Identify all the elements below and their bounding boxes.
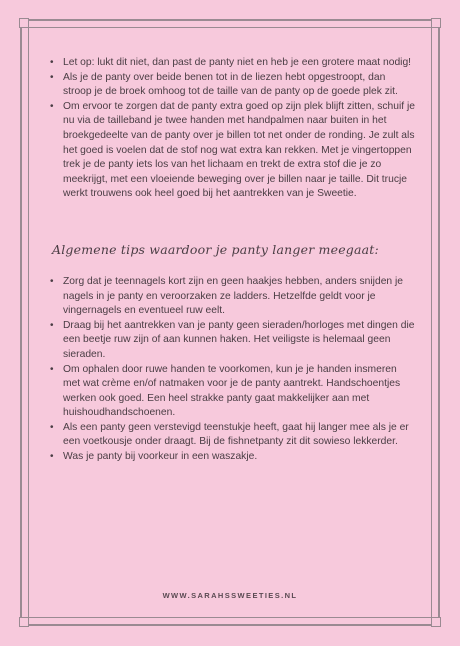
corner-ornament-top-left <box>19 18 29 28</box>
list-item: • Als een panty geen verstevigd teenstukje heeft, gaat hij langer mee als je er een voetkousje onder draagt. Bij de fishnetpanty zit dit sowieso lekkerder. <box>48 421 416 450</box>
list-item: • Let op: lukt dit niet, dan past de panty niet en heb je een grotere maat nodig! <box>48 56 416 71</box>
list-item: • Zorg dat je teennagels kort zijn en geen haakjes hebben, anders snijden je nagels in je panty en veroorzaken ze ladders. Hetzelfde geldt voor je vingernagels en eventueel ruw eelt. <box>48 275 416 319</box>
page-content <box>48 56 416 465</box>
list-item: • Om ervoor te zorgen dat de panty extra goed op zijn plek blijft zitten, schuif je nu via de tailleband je twee handen met handpalmen naar buiten in het broekgedeelte van de panty over je billen tot net onder de ronding. Je zult als het goed is voelen dat de stof nog wat extra kan rekken. Met je vingertoppen trek je de panty iets los van het lichaam en trekt de extra stof die je zo meekrijgt, met een vloeiende beweging over je billen naar je taille. Dit trucje werkt trouwens ook heel goed bij het aantrekken van je Sweetie. <box>48 100 416 202</box>
list-item: • Als je de panty over beide benen tot in de liezen hebt opgestroopt, dan stroop je de broek omhoog tot de taille van de panty op de goede plek zit. <box>48 71 416 100</box>
list-item: • Was je panty bij voorkeur in een waszakje. <box>48 450 416 465</box>
corner-ornament-bottom-left <box>19 617 29 627</box>
list-item: • Draag bij het aantrekken van je panty geen sieraden/horloges met dingen die een beetje ruw zijn of aan kunnen haken. Het veiligste is helemaal geen sieraden. <box>48 319 416 363</box>
instruction-list <box>48 56 416 202</box>
tips-list <box>48 275 416 465</box>
corner-ornament-top-right <box>431 18 441 28</box>
section-heading: Algemene tips waardoor je panty langer meegaat: <box>52 241 379 257</box>
list-item: • Om ophalen door ruwe handen te voorkomen, kun je je handen insmeren met wat crème en/of natmaken voor je de panty aantrekt. Handschoentjes werken ook goed. Een heel strakke panty gaat makkelijker aan met huishoudhandschoenen. <box>48 363 416 421</box>
corner-ornament-bottom-right <box>431 617 441 627</box>
footer-url[interactable]: WWW.SARAHSSWEETIES.NL <box>162 591 298 600</box>
